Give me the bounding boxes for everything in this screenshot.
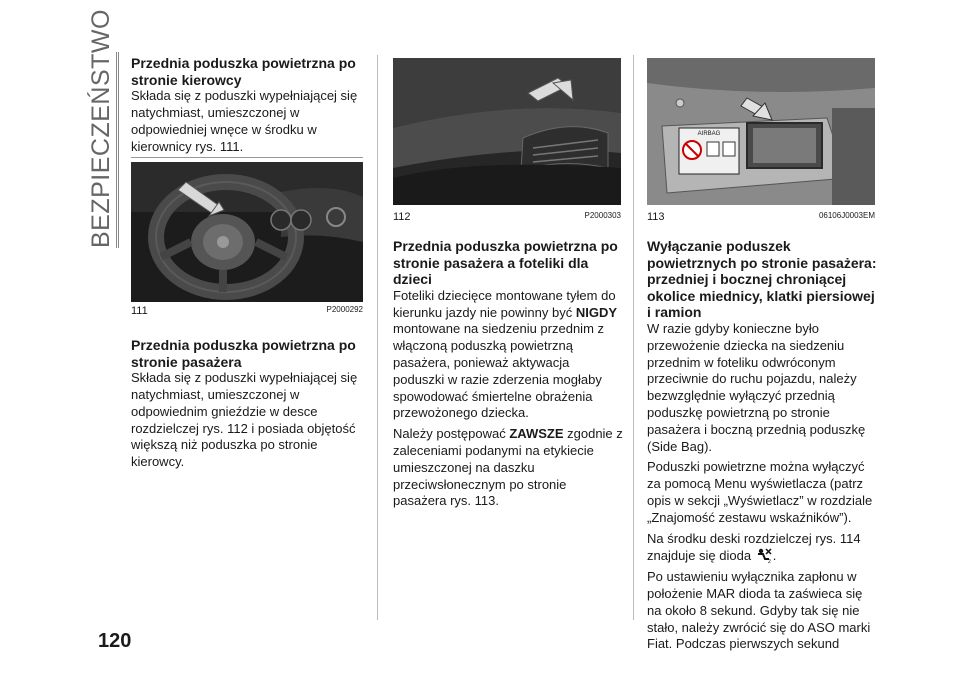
paragraph-child-seats: Foteliki dziecięce montowane tyłem do kierunku jazdy nie powinny być NIGDY montowane na siedzeniu przednim z włączoną poduszką powietrzną pasażera, ponieważ aktywacja poduszki w razie zderzenia mogłaby spowodować śmiertelne obrażenia przewożonego dziecka. <box>393 287 617 421</box>
page-number: 120 <box>98 630 132 652</box>
heading-child-seats: Przednia poduszka powietrzna po stronie pasażera a foteliki dla dzieci <box>393 238 618 288</box>
svg-text:2: 2 <box>767 559 771 564</box>
figure-112-code: P2000303 <box>584 211 621 220</box>
figure-112-number: 112 <box>393 211 411 223</box>
heading-driver-airbag: Przednia poduszka powietrzna po stronie kierowcy <box>131 55 356 88</box>
figure-112-caption <box>393 211 621 223</box>
figure-112-dashboard <box>393 58 621 205</box>
paragraph-deactivation-2: Poduszki powietrzne można wyłączyć za pomocą Menu wyświetlacza (patrz opis w sekcji „Wyświetlacz” w rozdziale „Znajomość zestawu wskaźników”). <box>647 459 873 525</box>
paragraph-passenger-airbag: Składa się z poduszki wypełniającej się natychmiast, umieszczonej w odpowiednim gnieździe w desce rozdzielczej rys. 112 i posiada objętość większą niż poduszka po stronie kierowcy. <box>131 370 358 470</box>
figure-111-steering-wheel <box>131 162 363 302</box>
column-divider-1 <box>377 55 378 620</box>
column-1 <box>131 55 363 159</box>
figure-111-code: P2000292 <box>326 305 363 314</box>
section-tab <box>86 9 116 248</box>
section-tab-label: BEZPIECZEŃSTWO <box>87 9 115 248</box>
figure-111-number: 111 <box>131 305 148 317</box>
figure-113-caption <box>647 211 875 223</box>
column-3 <box>647 238 877 657</box>
paragraph-deactivation-4: Po ustawieniu wyłącznika zapłonu w położenie MAR dioda ta zaświeca się na około 8 sekund. Gdyby tak się nie stało, należy zwrócić się do ASO marki Fiat. Podczas pierwszych sekund <box>647 569 871 652</box>
paragraph-deactivation-1: W razie gdyby konieczne było przewożenie dziecka na siedzeniu przednim w foteliku odwróconym przeciwnie do ruchu pojazdu, należy bezwzględnie wyłączyć przednią poduszkę powietrzną po stronie pasażera i boczną przednią poduszkę (Side Bag). <box>647 320 866 454</box>
heading-passenger-airbag: Przednia poduszka powietrzna po stronie pasażera <box>131 337 356 370</box>
paragraph-always: Należy postępować ZAWSZE zgodnie z zaleceniami podanymi na etykiecie umieszczonej na daszku przeciwsłonecznym po stronie pasażera rys. 113. <box>393 426 623 509</box>
heading-deactivation: Wyłączanie poduszek powietrznych po stronie pasażera: przedniej i bocznej chroniącej okolice miednicy, klatki piersiowej i ramion <box>647 238 877 321</box>
figure-113-label-text: AIRBAG <box>697 131 721 137</box>
figure-111-caption <box>131 305 363 317</box>
column-1-lower <box>131 337 363 475</box>
figure-113-code: 06106J0003EM <box>818 211 875 220</box>
column-divider-2 <box>633 55 634 620</box>
paragraph-driver-airbag: Składa się z poduszki wypełniającej się natychmiast, umieszczonej w odpowiedniej wnęce w środku w kierownicy rys. 111. <box>131 88 358 154</box>
figure-111-rule <box>131 157 363 158</box>
figure-113-sun-visor <box>647 58 875 205</box>
airbag-off-led-icon <box>755 547 773 563</box>
emphasis-always: ZAWSZE <box>509 426 564 442</box>
paragraph-deactivation-3: Na środku deski rozdzielczej rys. 114 znajduje się dioda 2 . <box>647 530 861 564</box>
figure-113-number: 113 <box>647 211 665 223</box>
section-tab-rule <box>118 52 119 248</box>
emphasis-never: NIGDY <box>575 304 617 320</box>
column-2 <box>393 238 623 514</box>
